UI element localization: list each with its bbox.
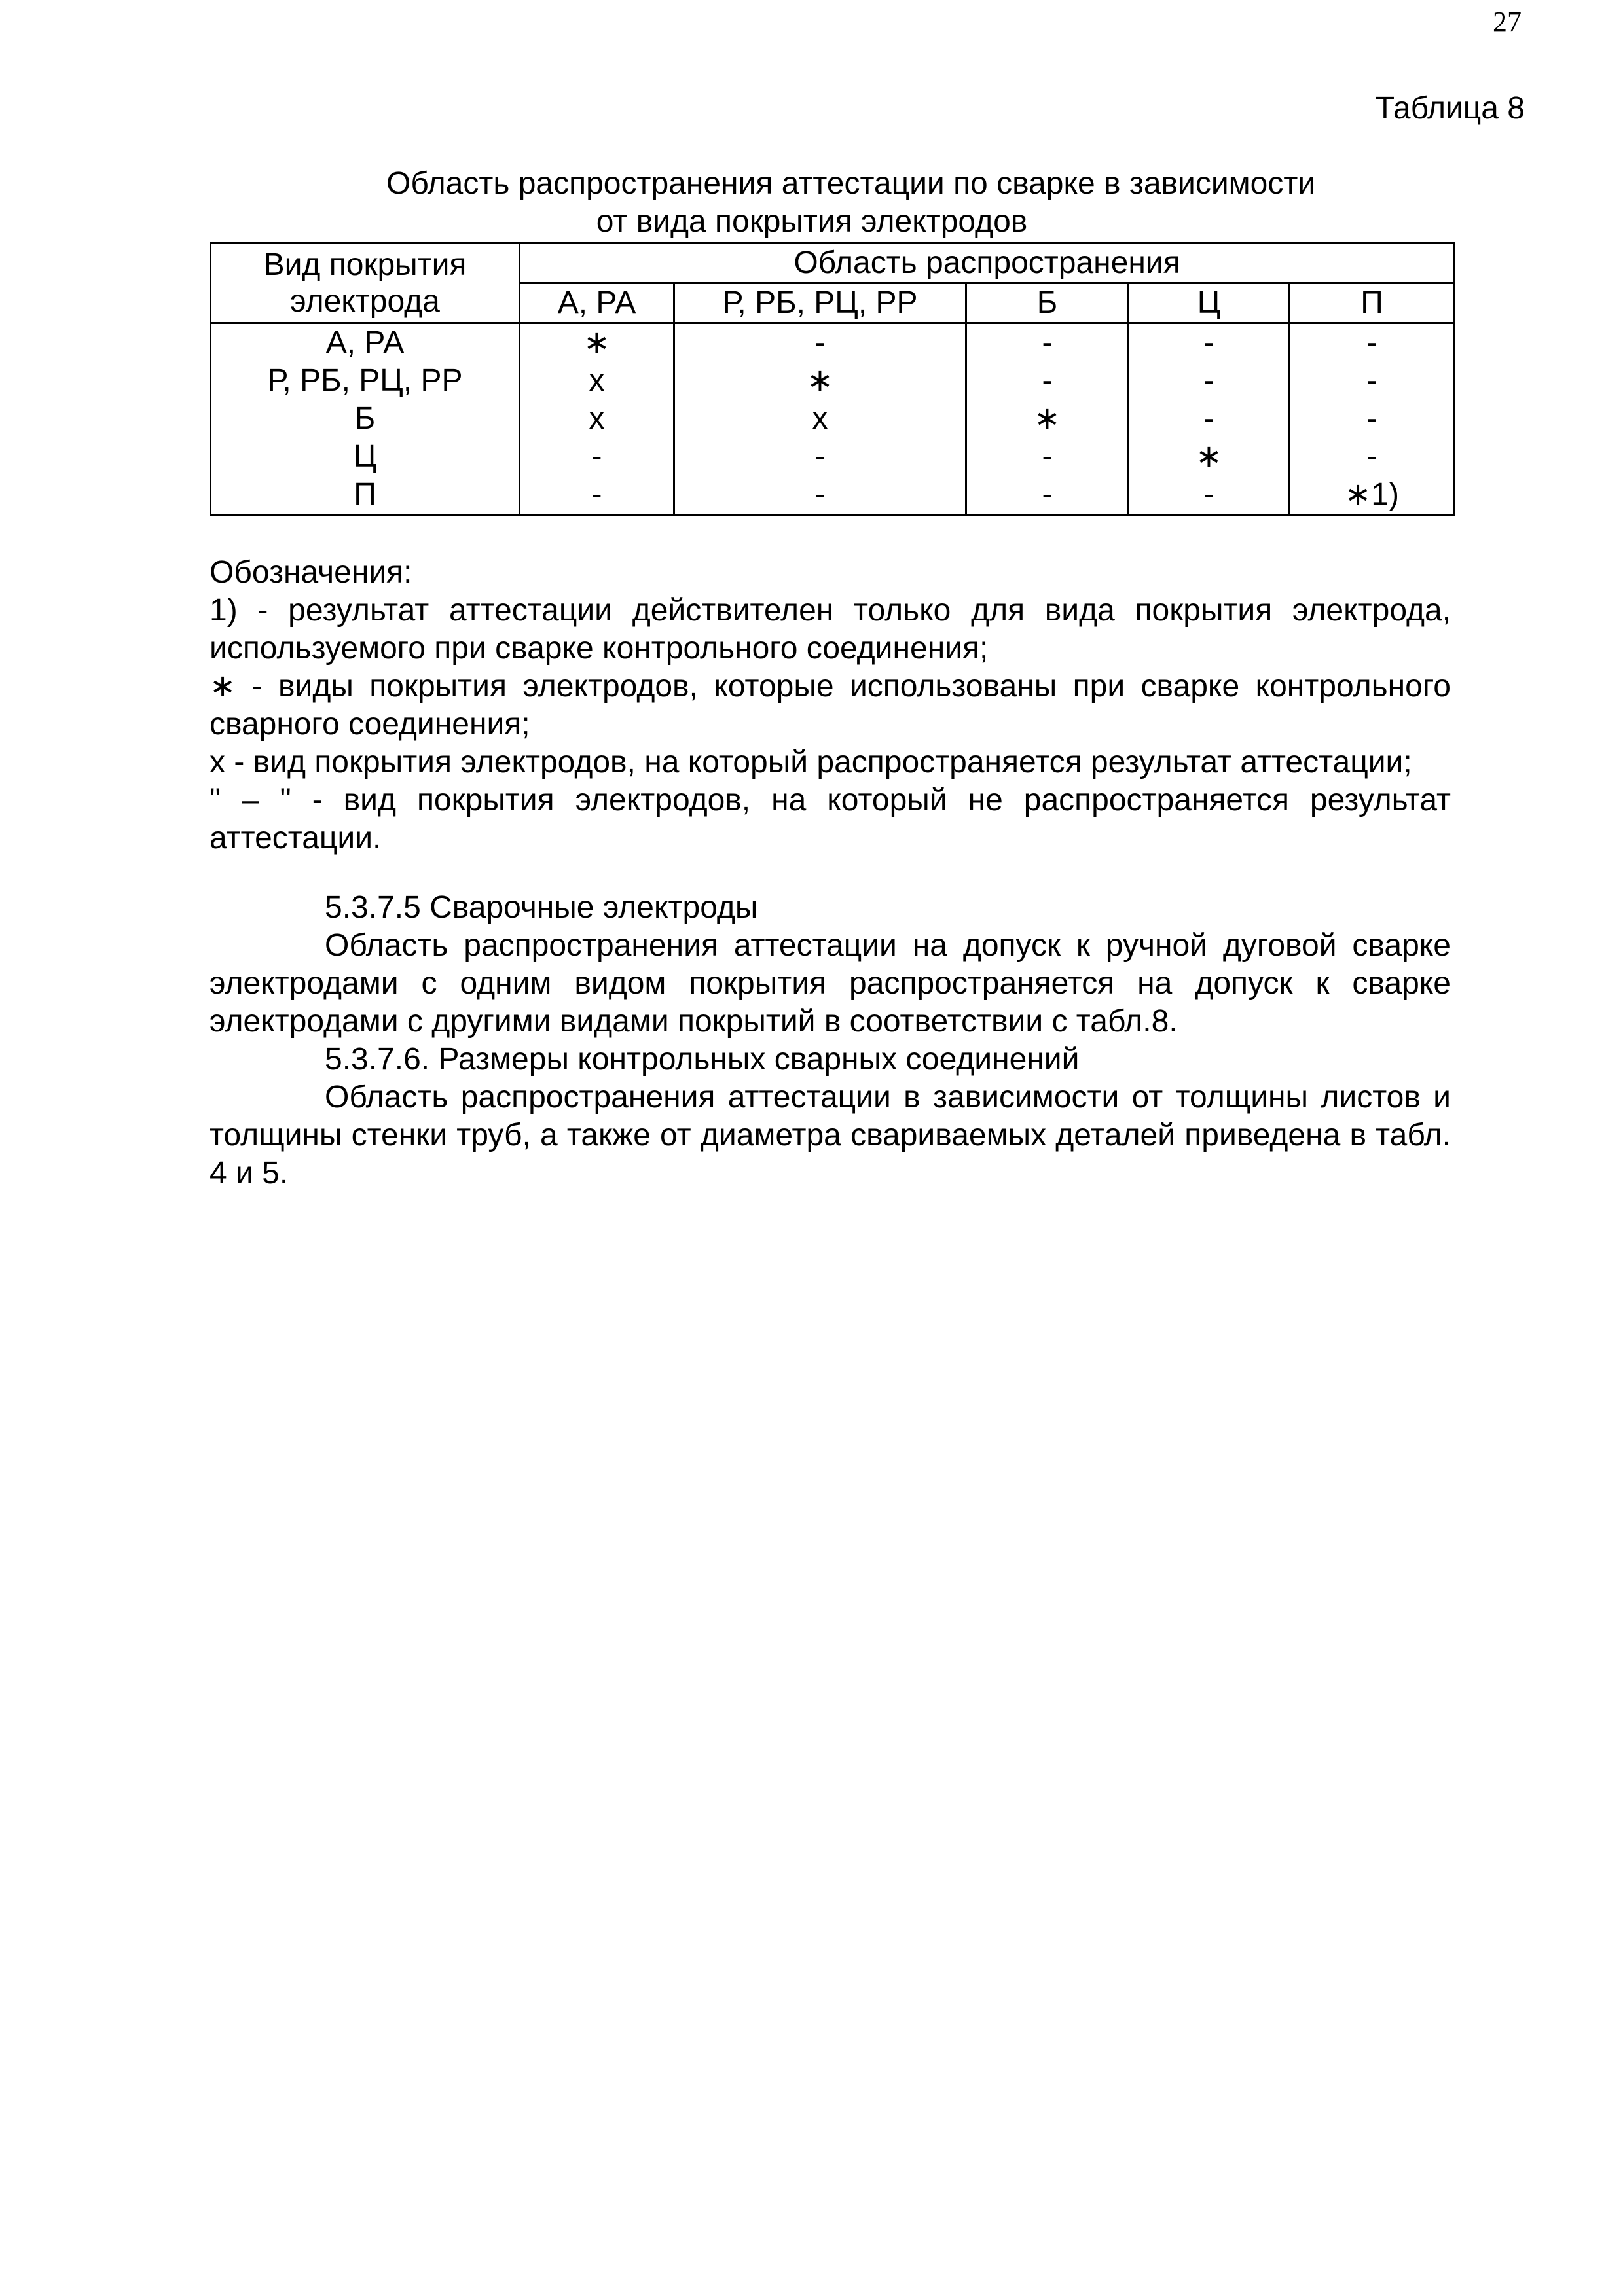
table-cell: - — [520, 476, 674, 515]
row-header-cell — [211, 243, 520, 323]
column-header: Р, РБ, РЦ, РР — [674, 283, 966, 323]
table-cell: ∗1) — [1290, 476, 1455, 515]
group-header: Область распространения — [520, 243, 1455, 283]
legend-item: " – " - вид покрытия электродов, на который не распространяется результат аттестации. — [210, 783, 1451, 855]
table-row — [211, 400, 1455, 438]
coverage-table — [210, 242, 1455, 516]
section-heading: 5.3.7.5 Сварочные электроды — [325, 890, 758, 925]
table-cell: - — [1290, 362, 1455, 400]
legend-title: Обозначения: — [210, 555, 412, 590]
table-cell: - — [966, 438, 1129, 476]
table-cell: - — [674, 438, 966, 476]
section-paragraph: Область распространения аттестации на допуск к ручной дуговой сварке электродами с одним видом покрытия распространяется на допуск к сварке электродами с другими видами покрытий в соответствии с табл.8. — [210, 928, 1451, 1039]
legend-item: ∗ - виды покрытия электродов, которые использованы при сварке контрольного сварного соединения; — [210, 669, 1451, 742]
column-header: Ц — [1129, 283, 1290, 323]
table-cell: - — [966, 362, 1129, 400]
table-cell: - — [966, 476, 1129, 515]
row-header: Вид покрытия электрода — [263, 247, 467, 319]
row-label: П — [211, 476, 520, 515]
table-row — [211, 362, 1455, 400]
legend-item: х - вид покрытия электродов, на который распространяется результат аттестации; — [210, 745, 1412, 780]
column-header: А, РА — [520, 283, 674, 323]
table-cell: х — [520, 362, 674, 400]
row-label: А, РА — [211, 323, 520, 363]
table-row — [211, 476, 1455, 515]
row-label: Ц — [211, 438, 520, 476]
table-cell: - — [1129, 323, 1290, 363]
table-cell: - — [1290, 400, 1455, 438]
table-cell: - — [520, 438, 674, 476]
table-cell: - — [674, 476, 966, 515]
table-row — [211, 323, 1455, 363]
table-cell: ∗ — [1129, 438, 1290, 476]
column-header: П — [1290, 283, 1455, 323]
table-row — [211, 438, 1455, 476]
table-cell: - — [966, 323, 1129, 363]
table-cell: - — [674, 323, 966, 363]
table-label: Таблица 8 — [1375, 91, 1525, 126]
table-cell: х — [674, 400, 966, 438]
column-header: Б — [966, 283, 1129, 323]
page-number: 27 — [1493, 6, 1522, 38]
section-paragraph: Область распространения аттестации в зависимости от толщины листов и толщины стенки труб, а также от диаметра свариваемых деталей приведена в табл. 4 и 5. — [210, 1080, 1451, 1191]
row-label: Р, РБ, РЦ, РР — [211, 362, 520, 400]
table-cell: ∗ — [674, 362, 966, 400]
table-cell: ∗ — [520, 323, 674, 363]
table-cell: - — [1129, 400, 1290, 438]
table-cell: - — [1290, 438, 1455, 476]
body-text — [210, 889, 1451, 1193]
table-cell: х — [520, 400, 674, 438]
header-row — [211, 243, 1455, 283]
table-caption — [386, 165, 1316, 241]
table-cell: - — [1129, 362, 1290, 400]
table-cell: - — [1290, 323, 1455, 363]
legend — [210, 554, 1451, 857]
caption-line-2: от вида покрытия электродов — [596, 204, 1028, 239]
table-cell: - — [1129, 476, 1290, 515]
section-heading: 5.3.7.6. Размеры контрольных сварных соединений — [325, 1042, 1080, 1077]
caption-line-1: Область распространения аттестации по сварке в зависимости — [386, 166, 1316, 201]
row-label: Б — [211, 400, 520, 438]
legend-item: 1) - результат аттестации действителен только для вида покрытия электрода, используемого при сварке контрольного соединения; — [210, 593, 1451, 666]
table-cell: ∗ — [966, 400, 1129, 438]
